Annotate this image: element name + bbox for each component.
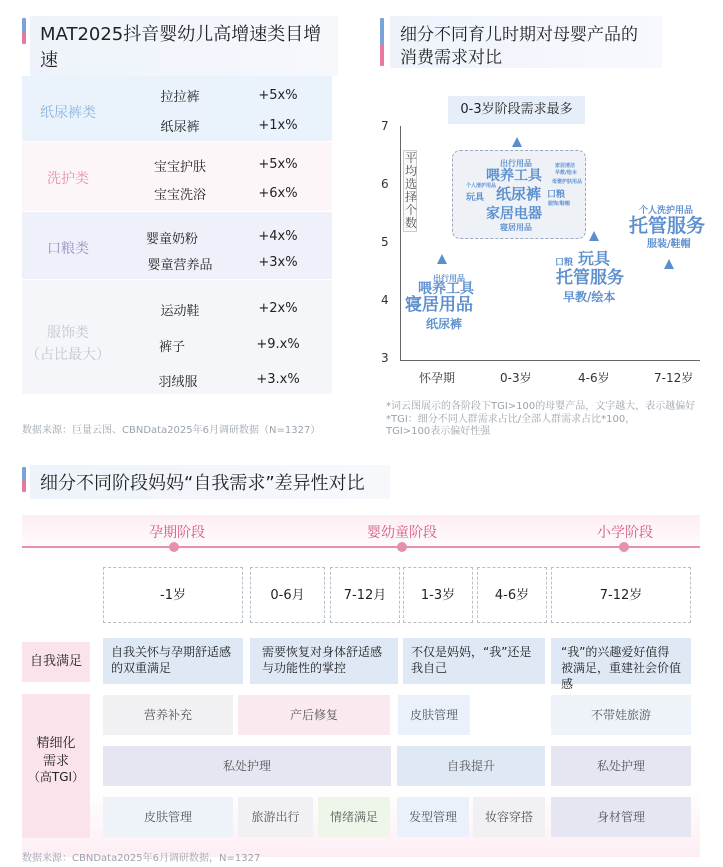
word: 口粮 bbox=[547, 190, 566, 200]
need-tag: 情绪满足 bbox=[318, 797, 390, 837]
x-tick: 7-12岁 bbox=[654, 371, 694, 385]
right-title-line1: 细分不同育儿时期对母婴产品的 bbox=[400, 25, 638, 45]
y-tick: 7 bbox=[381, 119, 389, 133]
age-box: 7-12岁 bbox=[551, 567, 691, 623]
age-box: 4-6岁 bbox=[477, 567, 547, 623]
age-box: 7-12月 bbox=[330, 567, 400, 623]
row-label-refined: 需求 bbox=[42, 754, 69, 769]
need-cell: “我”的兴趣爱好值得被满足，重建社会价值感 bbox=[551, 638, 691, 684]
word: 早教/绘本 bbox=[555, 170, 577, 176]
word: 纸尿裤 bbox=[426, 317, 463, 331]
stage-infant: 婴幼童阶段 bbox=[367, 525, 437, 541]
word: 托管服务 bbox=[629, 215, 706, 237]
y-axis bbox=[400, 126, 401, 361]
note: *TGI：细分不同人群需求占比/全部人群需求占比*100， bbox=[386, 414, 636, 425]
word: 出行用品 bbox=[500, 159, 532, 168]
row-name: 裤子 bbox=[158, 340, 185, 355]
need-tag: 皮肤管理 bbox=[398, 695, 470, 735]
title-accent-bar bbox=[22, 467, 26, 492]
row-value: +5x% bbox=[258, 88, 298, 103]
group-label-apparel-sub: （占比最大） bbox=[26, 347, 110, 363]
age-box: -1岁 bbox=[103, 567, 243, 623]
y-tick: 5 bbox=[381, 235, 389, 249]
right-title-line2: 消费需求对比 bbox=[400, 48, 502, 68]
bottom-title: 细分不同阶段妈妈“自我需求”差异性对比 bbox=[30, 465, 390, 499]
group-label-apparel: 服饰类 bbox=[47, 325, 89, 341]
word: 托管服务 bbox=[556, 268, 624, 288]
need-tag: 产后修复 bbox=[238, 695, 390, 735]
group-label-diaper: 纸尿裤类 bbox=[40, 105, 96, 121]
word: 个人清护用品 bbox=[466, 183, 497, 189]
marker-7-12 bbox=[664, 259, 674, 269]
timeline-dot bbox=[397, 542, 407, 552]
x-tick: 4-6岁 bbox=[578, 371, 610, 385]
row-name: 羽绒服 bbox=[158, 375, 198, 390]
need-tag: 私处护理 bbox=[103, 746, 391, 786]
y-tick: 6 bbox=[381, 177, 389, 191]
word: 家居清洁 bbox=[555, 163, 576, 169]
word: 寝居用品 bbox=[405, 295, 473, 315]
need-tag: 发型管理 bbox=[397, 797, 469, 837]
marker-4-6 bbox=[589, 231, 599, 241]
row-label-self: 自我满足 bbox=[22, 642, 90, 682]
row-value: +4x% bbox=[258, 229, 298, 244]
word: 玩具 bbox=[578, 249, 611, 268]
word: 服装/鞋帽 bbox=[647, 239, 691, 250]
x-tick: 0-3岁 bbox=[500, 371, 532, 385]
row-name: 拉拉裤 bbox=[160, 90, 200, 105]
group-label-wash: 洗护类 bbox=[47, 171, 89, 187]
need-tag: 旅游出行 bbox=[238, 797, 313, 837]
row-value: +3x% bbox=[258, 255, 298, 270]
row-value: +3.x% bbox=[256, 372, 300, 387]
marker-pregnancy bbox=[437, 254, 447, 264]
row-name: 宝宝护肤 bbox=[153, 160, 206, 175]
need-cell: 自我关怀与孕期舒适感的双重满足 bbox=[103, 638, 243, 684]
row-name: 运动鞋 bbox=[160, 304, 200, 319]
need-cell: 不仅是妈妈，“我”还是我自己 bbox=[403, 638, 545, 684]
y-tick: 3 bbox=[381, 351, 389, 365]
word: 玩具 bbox=[466, 193, 485, 203]
row-value: +2x% bbox=[258, 301, 298, 316]
y-axis-label: 平均选择个数 bbox=[405, 151, 418, 230]
word: 口粮 bbox=[555, 258, 574, 268]
left-source: 数据来源：巨量云图、CBNData2025年6月调研数据（N=1327） bbox=[22, 425, 321, 436]
marker-0-3 bbox=[512, 137, 522, 147]
row-value: +5x% bbox=[258, 157, 298, 172]
timeline bbox=[22, 546, 700, 548]
word: 喂养工具 bbox=[486, 168, 542, 184]
row-value: +6x% bbox=[258, 186, 298, 201]
row-label-refined: 精细化 bbox=[36, 736, 76, 751]
note: TGI>100表示偏好性强 bbox=[386, 426, 491, 437]
word: 纸尿裤 bbox=[496, 185, 542, 203]
age-box: 0-6月 bbox=[250, 567, 325, 623]
word: 早教/绘本 bbox=[563, 290, 616, 304]
row-label-refined: （高TGI） bbox=[27, 770, 85, 784]
word: 出行用品 bbox=[433, 274, 465, 283]
bottom-source: 数据来源：CBNData2025年6月调研数据，N=1327 bbox=[22, 853, 261, 864]
row-value: +9.x% bbox=[256, 337, 300, 352]
word: 母婴护肤用品 bbox=[552, 179, 583, 185]
timeline-dot bbox=[619, 542, 629, 552]
need-tag: 不带娃旅游 bbox=[551, 695, 691, 735]
need-cell: 需要恢复对身体舒适感与功能性的掌控 bbox=[250, 638, 398, 684]
stage-pregnancy: 孕期阶段 bbox=[149, 525, 205, 541]
row-name: 宝宝洗浴 bbox=[153, 188, 206, 203]
row-name: 纸尿裤 bbox=[160, 120, 200, 135]
group-label-food: 口粮类 bbox=[47, 241, 89, 257]
need-tag: 营养补充 bbox=[103, 695, 233, 735]
row-value: +1x% bbox=[258, 118, 298, 133]
word: 个人洗护用品 bbox=[639, 206, 694, 216]
need-tag: 身材管理 bbox=[551, 797, 691, 837]
word: 寝居用品 bbox=[500, 223, 532, 232]
row-name: 婴童奶粉 bbox=[145, 232, 198, 247]
row-name: 婴童营养品 bbox=[147, 258, 213, 273]
x-tick: 怀孕期 bbox=[419, 371, 456, 385]
need-tag: 妆容穿搭 bbox=[473, 797, 545, 837]
age-box: 1-3岁 bbox=[403, 567, 473, 623]
title-accent-bar bbox=[380, 18, 384, 66]
word: 喂养工具 bbox=[418, 281, 474, 297]
need-tag: 自我提升 bbox=[397, 746, 545, 786]
left-title: MAT2025抖音婴幼儿高增速类目增速 bbox=[30, 16, 338, 76]
timeline-dot bbox=[169, 542, 179, 552]
title-accent-bar bbox=[22, 18, 26, 44]
need-tag: 私处护理 bbox=[551, 746, 691, 786]
note: *词云图展示的各阶段下TGI>100的母婴产品，文字越大，表示越偏好 bbox=[386, 401, 696, 412]
word: 服饰/鞋帽 bbox=[548, 201, 570, 207]
y-tick: 4 bbox=[381, 293, 389, 307]
callout-box: 0-3岁阶段需求最多 bbox=[448, 96, 585, 124]
word: 家居电器 bbox=[486, 206, 542, 222]
stage-school: 小学阶段 bbox=[597, 525, 653, 541]
x-axis bbox=[400, 360, 700, 361]
need-tag: 皮肤管理 bbox=[103, 797, 233, 837]
